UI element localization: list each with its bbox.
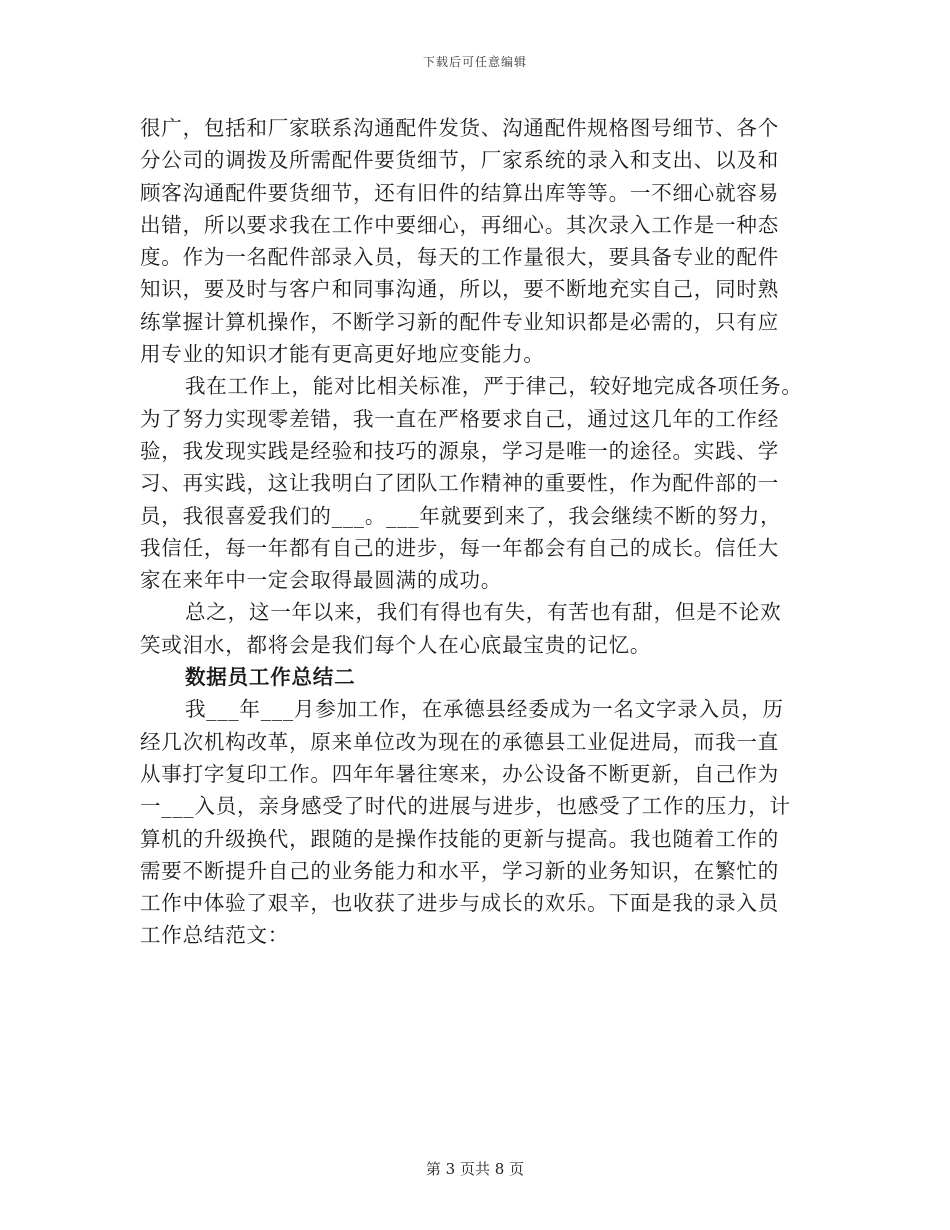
text-line: 工作总结范文： (140, 923, 290, 948)
text-line: 习、再实践，这让我明白了团队工作精神的重要性，作为配件部的一 (140, 471, 779, 496)
text-line: 一___入员，亲身感受了时代的进展与进步，也感受了工作的压力，计 (140, 794, 791, 819)
text-line: 用专业的知识才能有更高更好地应变能力。 (140, 342, 545, 367)
text-line: 我信任，每一年都有自己的进步，每一年都会有自己的成长。信任大 (140, 535, 779, 560)
text-line: 总之，这一年以来，我们有得也有失，有苦也有甜，但是不论欢 (185, 600, 782, 625)
text-line: 算机的升级换代，跟随的是操作技能的更新与提高。我也随着工作的 (140, 826, 779, 851)
text-line: 经几次机构改革，原来单位改为现在的承德县工业促进局，而我一直 (140, 729, 779, 754)
text-line: 工作中体验了艰辛，也收获了进步与成长的欢乐。下面是我的录入员 (140, 891, 779, 916)
section-heading: 数据员工作总结二 (185, 665, 356, 690)
text-line: 分公司的调拨及所需配件要货细节，厂家系统的录入和支出、以及和 (140, 148, 779, 173)
text-line: 很广，包括和厂家联系沟通配件发货、沟通配件规格图号细节、各个 (140, 116, 779, 140)
text-line: 从事打字复印工作。四年年暑往寒来，办公设备不断更新，自己作为 (140, 761, 779, 786)
document-body (140, 112, 830, 952)
text-line: 家在来年中一定会取得最圆满的成功。 (140, 568, 503, 593)
text-line: 出错，所以要求我在工作中要细心，再细心。其次录入工作是一种态 (140, 212, 779, 237)
text-line: 笑或泪水，都将会是我们每个人在心底最宝贵的记忆。 (140, 632, 652, 657)
text-line: 我___年___月参加工作，在承德县经委成为一名文字录入员，历 (185, 697, 784, 722)
text-line: 验，我发现实践是经验和技巧的源泉，学习是唯一的途径。实践、学 (140, 438, 779, 463)
page-footer: 第 3 页共 8 页 (425, 1160, 525, 1178)
text-line: 员，我很喜爱我们的___。___年就要到来了，我会继续不断的努力， (140, 503, 782, 528)
text-line: 度。作为一名配件部录入员，每天的工作量很大，要具备专业的配件 (140, 245, 779, 270)
text-line: 练掌握计算机操作，不断学习新的配件专业知识都是必需的，只有应 (140, 309, 779, 334)
text-line: 知识，要及时与客户和同事沟通，所以，要不断地充实自己，同时熟 (140, 277, 779, 302)
text-line: 为了努力实现零差错，我一直在严格要求自己，通过这几年的工作经 (140, 406, 779, 431)
page-header: 下载后可任意编辑 (422, 55, 527, 69)
text-line: 需要不断提升自己的业务能力和水平，学习新的业务知识，在繁忙的 (140, 858, 779, 883)
text-line: 我在工作上，能对比相关标准，严于律己，较好地完成各项任务。 (185, 374, 803, 399)
text-line: 顾客沟通配件要货细节，还有旧件的结算出库等等。一不细心就容易 (140, 180, 779, 205)
